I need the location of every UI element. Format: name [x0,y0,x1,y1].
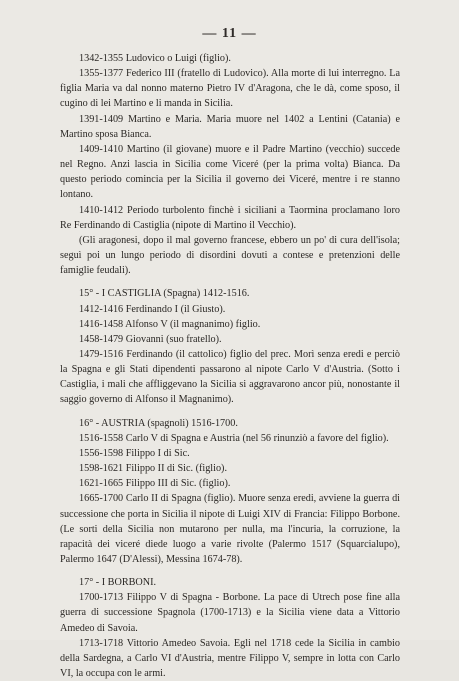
section-heading-borboni: 17° - I BORBONI. [79,577,157,589]
spacer [60,278,400,286]
paragraph-filippo-iii: 1621-1665 Filippo III di Sic. (figlio). [79,478,231,490]
paragraph-martino-giovane: 1409-1410 Martino (il giovane) muore e il Padre Martino (vecchio) succede nel Regno. Anzi lascia in Sicilia come Viceré (per la prima volta) Bianca. Da questo periodo comincia per la Sicilia il governo dei Viceré, mentre i re stanno lontano. [60,143,400,201]
page-body [60,51,400,681]
paragraph-aragonesi-note: (Gli aragonesi, dopo il mal governo francese, ebbero un po' di cura dell'isola; seguì poi un lungo periodo di disordini dovuti a contese e pretenzioni delle famiglie feudali). [60,234,400,277]
paragraph-ferdinando-cattolico: 1479-1516 Ferdinando (il cattolico) figlio del prec. Morì senza eredi e perciò la Spagna e gli Stati dipendenti passarono al nipote Carlo V d'Austria. (Sotto i Castiglia, i mali che affliggevano la Sicilia si aggravarono ancor più, nonostante il saggio governo di Alfonso il Magnanimo). [60,348,400,406]
spacer [60,408,400,416]
paragraph-federico-iii: 1355-1377 Federico III (fratello di Ludovico). Alla morte di lui interregno. La figlia Maria va dal nonno materno Pietro IV d'Aragona, che le dà, come sposo, il cugino di lei Martino e li manda in Sicilia. [60,68,400,110]
paragraph-carlo-v: 1516-1558 Carlo V di Spagna e Austria (nel 56 rinunziò a favore del figlio). [79,432,389,444]
paragraph-ferdinando-i: 1412-1416 Ferdinando I (il Giusto). [79,303,226,315]
paragraph-filippo-i: 1556-1598 Filippo I di Sic. [79,447,190,459]
paragraph-carlo-ii: 1665-1700 Carlo II di Spagna (figlio). Muore senza eredi, avviene la guerra di successione che porta in Sicilia il nipote di Luigi XIV di Francia: Filippo Borbone. (Le sorti della Sicilia non mutarono per nulla, ma l'incuria, la corruzione, la rapacità dei viceré diede luogo a varie rivolte (Palermo 1517 (Squarcialupo), Palermo 1647 (D'Alessi), Messina 1674-78). [60,493,400,565]
page-number: — 11 — [202,26,257,41]
paragraph-periodo-turbolento: 1410-1412 Periodo turbolento finchè i siciliani a Taormina proclamano loro Re Ferdinando di Castiglia (nipote di Martino il Vecchio). [60,204,400,231]
paragraph-filippo-v: 1700-1713 Filippo V di Spagna - Borbone. La pace di Utrech pose fine alla guerra di successione Spagnola (1700-1713) e la Sicilia viene data a Vittorio Amedeo di Savoia. [60,592,400,634]
paragraph-vittorio-amedeo: 1713-1718 Vittorio Amedeo Savoia. Egli nel 1718 cede la Sicilia in cambio della Sardegna, a Carlo VI d'Austria, mentre Filippo V, sempre in lotta con Carlo VI, la occupa con le armi. [60,637,400,680]
paragraph-alfonso-v: 1416-1458 Alfonso V (il magnanimo) figlio. [79,318,261,330]
spacer [60,567,400,575]
section-heading-castiglia: 15° - I CASTIGLIA (Spagna) 1412-1516. [79,288,250,300]
paragraph-giovanni: 1458-1479 Giovanni (suo fratello). [79,333,222,345]
paragraph-ludovico: 1342-1355 Ludovico o Luigi (figlio). [79,53,231,64]
paragraph-filippo-ii: 1598-1621 Filippo II di Sic. (figlio). [79,463,227,475]
paragraph-martino-maria: 1391-1409 Martino e Maria. Maria muore nel 1402 a Lentini (Catania) e Martino sposa Bianca. [60,113,400,140]
section-heading-austria: 16° - AUSTRIA (spagnoli) 1516-1700. [79,417,238,429]
